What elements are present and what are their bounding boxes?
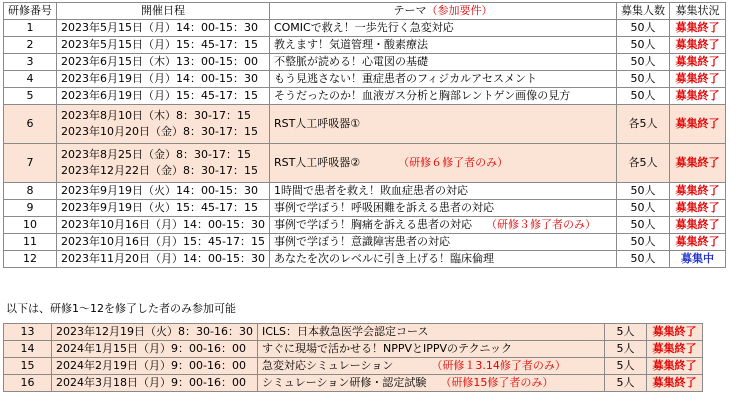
status-badge: 募集終了 xyxy=(669,71,725,88)
header-capacity: 募集人数 xyxy=(616,3,669,20)
date-line: 2023年10月20日（金）8：30-17：15 xyxy=(61,125,258,138)
header-date: 開催日程 xyxy=(57,3,270,20)
theme-text: あなたを次のレベルに引き上げる！臨床倫理 xyxy=(273,252,494,265)
row-date xyxy=(52,324,258,341)
date-line: 2023年11月20日（月）14：00-15：30 xyxy=(61,252,265,265)
date-line: 2023年9月19日（火）15：45-17：15 xyxy=(61,201,258,214)
date-line: 2023年6月15日（木）13：00-15：00 xyxy=(61,55,258,68)
row-theme xyxy=(269,105,616,144)
row-number: 5 xyxy=(4,88,57,105)
row-theme xyxy=(258,341,605,358)
row-date xyxy=(57,105,270,144)
table-row xyxy=(4,341,703,358)
row-number: 11 xyxy=(4,234,57,251)
table-row xyxy=(4,251,726,268)
row-theme xyxy=(269,37,616,54)
table-row xyxy=(4,200,726,217)
row-date xyxy=(57,71,270,88)
theme-text: すぐに現場で活かせる！NPPVとIPPVのテクニック xyxy=(262,342,512,355)
row-capacity: 5人 xyxy=(605,324,647,341)
row-number: 16 xyxy=(4,375,52,392)
status-badge: 募集終了 xyxy=(669,183,725,200)
date-line: 2023年6月19日（月）15：45-17：15 xyxy=(61,89,258,102)
status-badge: 募集終了 xyxy=(647,375,703,392)
status-badge: 募集終了 xyxy=(669,20,725,37)
theme-text: RST人工呼吸器② xyxy=(273,156,361,169)
table-row xyxy=(4,71,726,88)
row-date xyxy=(57,144,270,183)
theme-requirement: （研修６修了者のみ） xyxy=(398,156,509,169)
date-line: 2024年1月15日（月）9：00-16：00 xyxy=(56,342,246,355)
row-capacity: 各5人 xyxy=(616,144,669,183)
row-capacity: 50人 xyxy=(616,71,669,88)
date-line: 2023年12月22日（金）8：30-17：15 xyxy=(61,164,258,177)
row-number: 15 xyxy=(4,358,52,375)
theme-text: 急変対応シミュレーション xyxy=(262,359,394,372)
row-date xyxy=(57,217,270,234)
row-theme xyxy=(269,234,616,251)
table-row xyxy=(4,54,726,71)
row-theme xyxy=(269,20,616,37)
date-line: 2024年3月18日（月）9：00-16：00 xyxy=(56,376,246,389)
row-theme xyxy=(269,251,616,268)
theme-text: 事例で学ぼう！意識障害患者の対応 xyxy=(273,235,450,248)
date-line: 2023年10月16日（月）15：45-17：15 xyxy=(61,235,265,248)
status-badge: 募集終了 xyxy=(669,144,725,183)
row-theme xyxy=(269,54,616,71)
status-badge: 募集終了 xyxy=(647,341,703,358)
row-number: 8 xyxy=(4,183,57,200)
row-capacity: 50人 xyxy=(616,54,669,71)
row-number: 7 xyxy=(4,144,57,183)
row-number: 14 xyxy=(4,341,52,358)
status-badge: 募集終了 xyxy=(669,234,725,251)
row-date xyxy=(52,375,258,392)
table-row xyxy=(4,20,726,37)
row-number: 12 xyxy=(4,251,57,268)
row-number: 10 xyxy=(4,217,57,234)
date-line: 2023年6月19日（月）14：00-15：30 xyxy=(61,72,258,85)
row-capacity: 50人 xyxy=(616,88,669,105)
theme-text: RST人工呼吸器① xyxy=(273,117,361,130)
row-capacity: 50人 xyxy=(616,217,669,234)
row-theme xyxy=(269,217,616,234)
status-badge: 募集終了 xyxy=(669,88,725,105)
row-number: 3 xyxy=(4,54,57,71)
theme-requirement: （研修１3.14修了者のみ） xyxy=(431,359,566,372)
training-schedule-table xyxy=(3,2,726,268)
row-theme xyxy=(269,183,616,200)
table-row xyxy=(4,217,726,234)
row-theme xyxy=(269,88,616,105)
table-row xyxy=(4,375,703,392)
row-theme xyxy=(258,324,605,341)
date-line: 2023年5月15日（月）14：00-15：30 xyxy=(61,21,258,34)
theme-text: 教えます！気道管理・酸素療法 xyxy=(273,38,428,51)
advanced-training-table xyxy=(3,323,703,392)
table-row xyxy=(4,144,726,183)
row-capacity: 50人 xyxy=(616,183,669,200)
table-row xyxy=(4,358,703,375)
row-number: 13 xyxy=(4,324,52,341)
status-badge: 募集終了 xyxy=(647,358,703,375)
date-line: 2023年8月10日（木）8：30-17：15 xyxy=(61,109,251,122)
table-header-row xyxy=(4,3,726,20)
row-capacity: 50人 xyxy=(616,234,669,251)
row-date xyxy=(57,20,270,37)
row-capacity: 各5人 xyxy=(616,105,669,144)
row-theme xyxy=(269,144,616,183)
row-number: 9 xyxy=(4,200,57,217)
table-row xyxy=(4,324,703,341)
table-row xyxy=(4,105,726,144)
row-date xyxy=(57,234,270,251)
header-theme-label: テーマ xyxy=(393,4,427,17)
theme-text: 事例で学ぼう！胸痛を訴える患者の対応 xyxy=(273,218,472,231)
status-badge: 募集終了 xyxy=(669,54,725,71)
row-number: 6 xyxy=(4,105,57,144)
row-capacity: 5人 xyxy=(605,341,647,358)
date-line: 2023年10月16日（月）14：00-15：30 xyxy=(61,218,265,231)
date-line: 2023年12月19日（火）8：30-16：30 xyxy=(56,325,253,338)
table-row xyxy=(4,88,726,105)
theme-text: もう見逃さない！重症患者のフィジカルアセスメント xyxy=(273,72,537,85)
theme-text: COMICで救え！一歩先行く急変対応 xyxy=(273,21,454,34)
status-badge: 募集終了 xyxy=(647,324,703,341)
theme-requirement: （研修15修了者のみ） xyxy=(440,376,554,389)
header-status: 募集状況 xyxy=(669,3,725,20)
header-theme-requirement: （参加要件） xyxy=(426,4,493,17)
date-line: 2023年9月19日（火）14：00-15：30 xyxy=(61,184,258,197)
row-capacity: 5人 xyxy=(605,375,647,392)
theme-text: そうだったのか！血液ガス分析と胸部レントゲン画像の見方 xyxy=(273,89,571,102)
theme-text: 不整脈が読める！心電図の基礎 xyxy=(273,55,428,68)
date-line: 2023年8月25日（金）8：30-17：15 xyxy=(61,148,251,161)
row-number: 1 xyxy=(4,20,57,37)
row-capacity: 50人 xyxy=(616,251,669,268)
row-number: 4 xyxy=(4,71,57,88)
row-date xyxy=(57,37,270,54)
row-date xyxy=(52,358,258,375)
header-theme xyxy=(269,3,616,20)
date-line: 2024年2月19日（月）9：00-16：00 xyxy=(56,359,246,372)
row-capacity: 50人 xyxy=(616,20,669,37)
row-capacity: 50人 xyxy=(616,200,669,217)
row-theme xyxy=(269,71,616,88)
row-date xyxy=(57,54,270,71)
theme-text: シミュレーション研修・認定試験 xyxy=(262,376,427,389)
row-theme xyxy=(269,200,616,217)
status-badge: 募集終了 xyxy=(669,105,725,144)
theme-text: ICLS：日本救急医学会認定コース xyxy=(262,325,429,338)
row-theme xyxy=(258,375,605,392)
row-number: 2 xyxy=(4,37,57,54)
row-capacity: 50人 xyxy=(616,37,669,54)
date-line: 2023年5月15日（月）15：45-17：15 xyxy=(61,38,258,51)
table-row xyxy=(4,37,726,54)
theme-text: 1時間で患者を救え！敗血症患者の対応 xyxy=(273,184,468,197)
row-date xyxy=(57,88,270,105)
table-row xyxy=(4,234,726,251)
eligibility-note: 以下は、研修1～12を修了した者のみ参加可能 xyxy=(6,302,236,315)
status-badge: 募集中 xyxy=(669,251,725,268)
table-row xyxy=(4,183,726,200)
row-capacity: 5人 xyxy=(605,358,647,375)
row-theme xyxy=(258,358,605,375)
theme-requirement: （研修３修了者のみ） xyxy=(485,218,596,231)
status-badge: 募集終了 xyxy=(669,200,725,217)
row-date xyxy=(52,341,258,358)
row-date xyxy=(57,183,270,200)
theme-text: 事例で学ぼう！呼吸困難を訴える患者の対応 xyxy=(273,201,494,214)
row-date xyxy=(57,251,270,268)
status-badge: 募集終了 xyxy=(669,37,725,54)
row-date xyxy=(57,200,270,217)
header-no: 研修番号 xyxy=(4,3,57,20)
status-badge: 募集終了 xyxy=(669,217,725,234)
